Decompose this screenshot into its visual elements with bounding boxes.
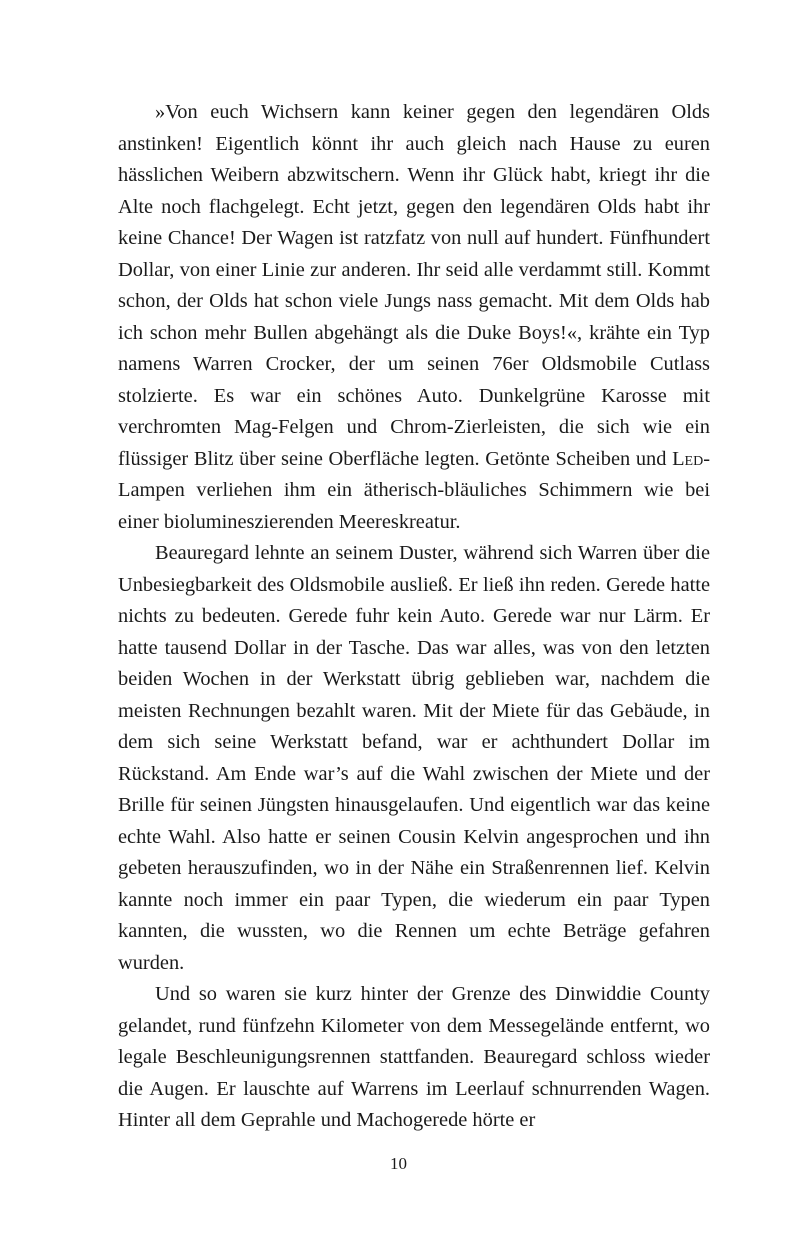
body-text: [118, 97, 710, 1137]
page-number: 10: [390, 1154, 407, 1173]
paragraph-1: »Von euch Wichsern kann keiner gegen den legendären Olds anstinken! Eigentlich könnt ihr auch gleich nach Hause zu euren hässlichen Weibern abzwitschern. Wenn ihr Glück habt, kriegt ihr die Alte noch flachgelegt. Echt jetzt, gegen den legendären Olds habt ihr keine Chance! Der Wagen ist ratzfatz von null auf hundert. Fünfhundert Dollar, von einer Linie zur anderen. Ihr seid alle verdammt still. Kommt schon, der Olds hat schon viele Jungs nass gemacht. Mit dem Olds hab ich schon mehr Bullen abgehängt als die Duke Boys!«, krähte ein Typ namens Warren Crocker, der um seinen 76er Oldsmobile Cutlass stolzierte. Es war ein schönes Auto. Dunkelgrüne Karosse mit verchromten Mag-Felgen und Chrom-Zierleisten, die sich wie ein flüssiger Blitz über seine Oberfläche legten. Getönte Scheiben und Led-Lampen verliehen ihm ein ätherisch-bläuliches Schimmern wie bei einer biolumineszierenden Meereskreatur.: [118, 101, 710, 533]
paragraph-2: Beauregard lehnte an seinem Duster, während sich Warren über die Unbesiegbarkeit des Oldsmobile ausließ. Er ließ ihn reden. Gerede hatte nichts zu bedeuten. Gerede fuhr kein Auto. Gerede war nur Lärm. Er hatte tausend Dollar in der Tasche. Das war alles, was von den letzten beiden Wochen in der Werkstatt übrig geblieben war, nachdem die meisten Rechnungen bezahlt waren. Mit der Miete für das Gebäude, in dem sich seine Werkstatt befand, war er achthundert Dollar im Rückstand. Am Ende war’s auf die Wahl zwischen der Miete und der Brille für seinen Jüngsten hinausgelaufen. Und eigentlich war das keine echte Wahl. Also hatte er seinen Cousin Kelvin angesprochen und ihn gebeten herauszufinden, wo in der Nähe ein Straßenrennen lief. Kelvin kannte noch immer ein paar Typen, die wiederum ein paar Typen kannten, die wussten, wo die Rennen um echte Beträge gefahren wurden.: [118, 542, 710, 974]
paragraph-3: Und so waren sie kurz hinter der Grenze des Dinwiddie County gelandet, rund fünfzehn Kilometer von dem Messegelände entfernt, wo legale Beschleunigungsrennen stattfanden. Beauregard schloss wieder die Augen. Er lauschte auf Warrens im Leerlauf schnurrenden Wagen. Hinter all dem Geprahle und Machogerede hörte er: [118, 983, 710, 1131]
